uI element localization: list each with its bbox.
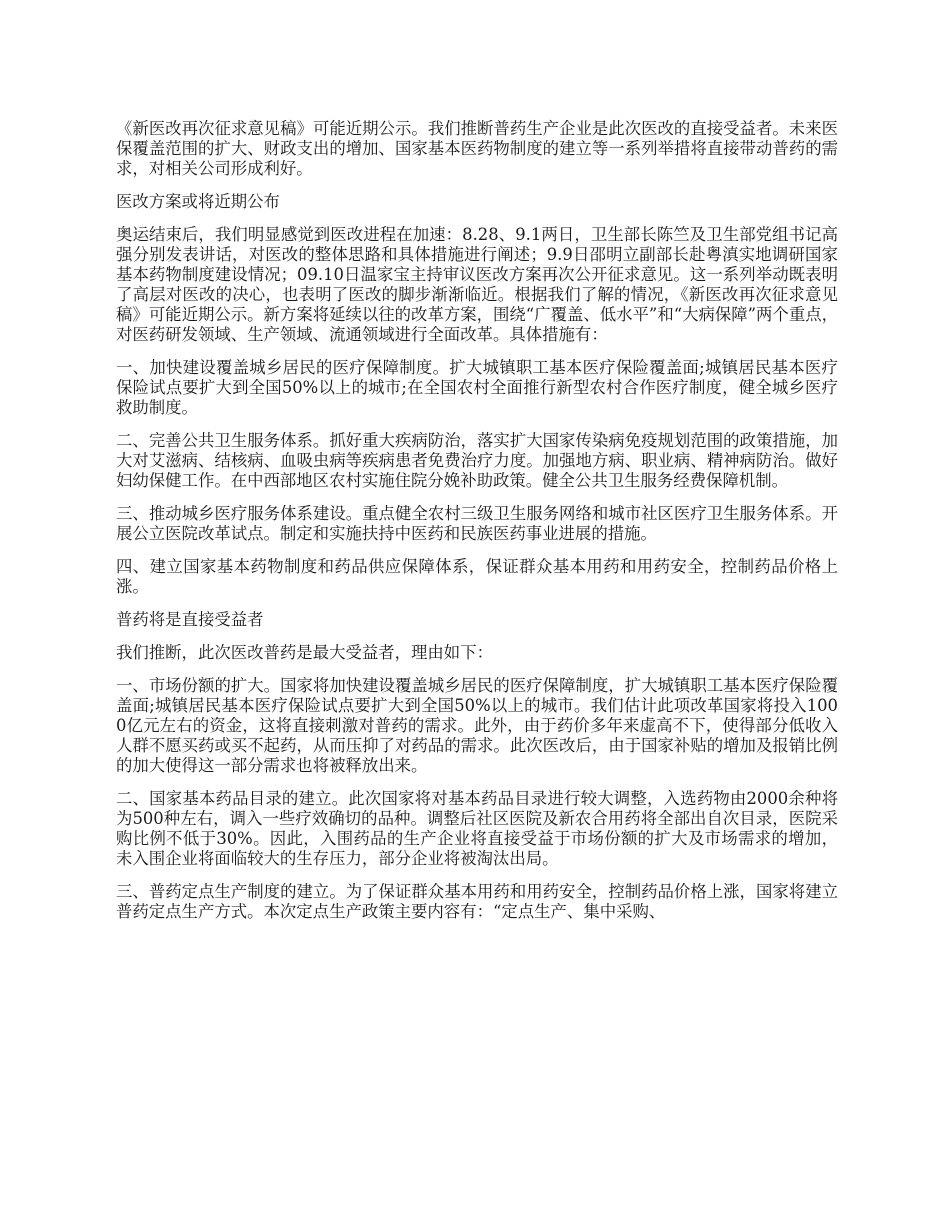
document-body [116, 119, 838, 935]
measure-item-3: 三、推动城乡医疗服务体系建设。重点健全农村三级卫生服务网络和城市社区医疗卫生服务体系。开展公立医院改革试点。制定和实施扶持中医药和民族医药事业进展的措施。 [116, 504, 838, 543]
measure-item-4: 四、建立国家基本药物制度和药品供应保障体系，保证群众基本用药和用药安全，控制药品价格上涨。 [116, 557, 838, 596]
section-heading-beneficiary: 普药将是直接受益者 [116, 610, 264, 629]
reform-progress-paragraph: 奥运结束后，我们明显感觉到医改进程在加速：8.28、9.1两日，卫生部长陈竺及卫生部党组书记高强分别发表讲话，对医改的整体思路和具体措施进行阐述；9.9日邵明立副部长赴粤滇实地调研国家基本药物制度建设情况；09.10日温家宝主持审议医改方案再次公开征求意见。这一系列举动既表明了高层对医改的决心，也表明了医改的脚步渐渐临近。根据我们了解的情况，《新医改再次征求意见稿》可能近期公示。新方案将延续以往的改革方案，围绕“广覆盖、低水平”和“大病保障”两个重点，对医药研发领域、生产领域、流通领域进行全面改革。具体措施有： [116, 225, 838, 344]
measure-item-1: 一、加快建设覆盖城乡居民的医疗保障制度。扩大城镇职工基本医疗保险覆盖面;城镇居民基本医疗保险试点要扩大到全国50%以上的城市;在全国农村全面推行新型农村合作医疗制度，健全城乡医疗救助制度。 [116, 358, 838, 417]
reason-item-2: 二、国家基本药品目录的建立。此次国家将对基本药品目录进行较大调整，入选药物由2000余种将为500种左右，调入一些疗效确切的品种。调整后社区医院及新农合用药将全部出自次目录，医院采购比例不低于30%。因此，入围药品的生产企业将直接受益于市场份额的扩大及市场需求的增加，未入围企业将面临较大的生存压力，部分企业将被淘汰出局。 [116, 789, 838, 868]
measure-item-2: 二、完善公共卫生服务体系。抓好重大疾病防治，落实扩大国家传染病免疫规划范围的政策措施，加大对艾滋病、结核病、血吸虫病等疾病患者免费治疗力度。加强地方病、职业病、精神病防治。做好妇幼保健工作。在中西部地区农村实施住院分娩补助政策。健全公共卫生服务经费保障机制。 [116, 431, 838, 490]
intro-paragraph: 《新医改再次征求意见稿》可能近期公示。我们推断普药生产企业是此次医改的直接受益者。未来医保覆盖范围的扩大、财政支出的增加、国家基本医药物制度的建立等一系列举措将直接带动普药的需求，对相关公司形成利好。 [116, 119, 838, 178]
reasons-intro-paragraph: 我们推断，此次医改普药是最大受益者，理由如下： [116, 643, 493, 662]
section-heading-reform-plan: 医改方案或将近期公布 [116, 192, 280, 211]
reason-item-1: 一、市场份额的扩大。国家将加快建设覆盖城乡居民的医疗保障制度，扩大城镇职工基本医疗保险覆盖面;城镇居民基本医疗保险试点要扩大到全国50%以上的城市。我们估计此项改革国家将投入1000亿元左右的资金，这将直接刺激对普药的需求。此外，由于药价多年来虚高不下，使得部分低收入人群不愿买药或买不起药，从而压抑了对药品的需求。此次医改后，由于国家补贴的增加及报销比例的加大使得这一部分需求也将被释放出来。 [116, 676, 838, 775]
reason-item-3: 三、普药定点生产制度的建立。为了保证群众基本用药和用药安全，控制药品价格上涨，国家将建立普药定点生产方式。本次定点生产政策主要内容有：“定点生产、集中采购、 [116, 882, 838, 921]
